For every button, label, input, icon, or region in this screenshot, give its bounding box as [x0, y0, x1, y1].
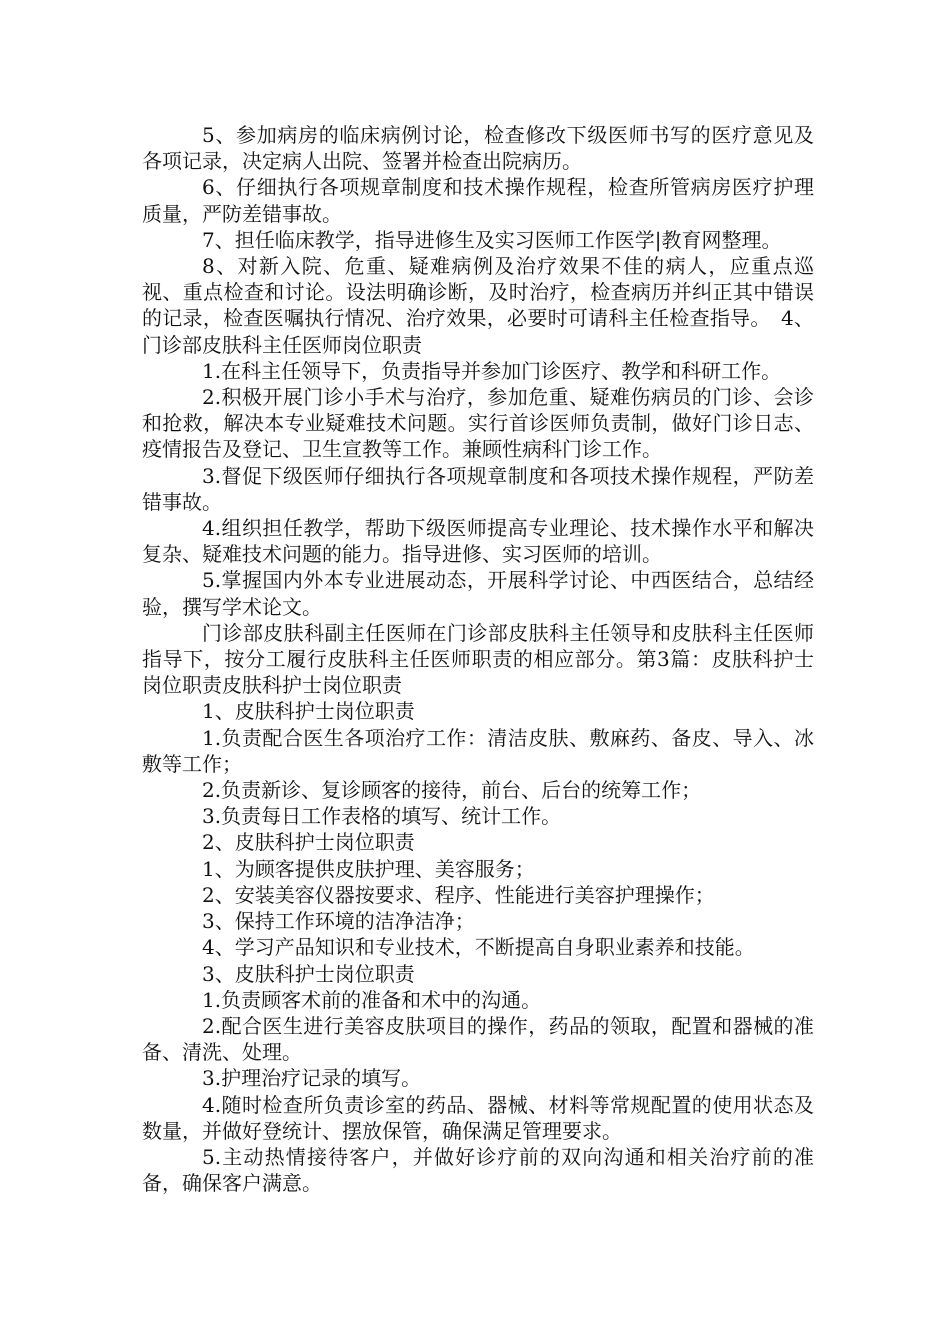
paragraph: 1、为顾客提供皮肤护理、美容服务；	[202, 856, 535, 881]
document-page	[142, 122, 814, 1196]
paragraph: 6、仔细执行各项规章制度和技术操作规程，检查所管病房医疗护理质量，严防差错事故。	[142, 175, 814, 226]
paragraph: 2.负责新诊、复诊顾客的接待，前台、后台的统筹工作；	[202, 778, 702, 803]
paragraph: 5.掌握国内外本专业进展动态，开展科学讨论、中西医结合，总结经验，撰写学术论文。	[142, 568, 814, 619]
paragraph: 1.负责顾客术前的准备和术中的沟通。	[202, 987, 542, 1012]
paragraph: 4、学习产品知识和专业技术，不断提高自身职业素养和技能。	[202, 935, 755, 960]
paragraph: 1.负责配合医生各项治疗工作：清洁皮肤、敷麻药、备皮、导入、冰敷等工作；	[142, 725, 814, 776]
paragraph: 2.配合医生进行美容皮肤项目的操作，药品的领取，配置和器械的准备、清洗、处理。	[142, 1013, 814, 1065]
paragraph: 2、安装美容仪器按要求、程序、性能进行美容护理操作；	[202, 882, 715, 907]
paragraph: 3、保持工作环境的洁净洁净；	[202, 909, 475, 934]
paragraph: 3.督促下级医师仔细执行各项规章制度和各项技术操作规程，严防差错事故。	[142, 463, 814, 514]
paragraph: 5.主动热情接待客户，并做好诊疗前的双向沟通和相关治疗前的准备，确保客户满意。	[142, 1144, 814, 1196]
paragraph: 8、对新入院、危重、疑难病例及治疗效果不佳的病人，应重点巡视、重点检查和讨论。设法明确诊断，及时治疗，检查病历并纠正其中错误的记录，检查医嘱执行情况、治疗效果，必要时可请科主任检查指导。 4、门诊部皮肤科主任医师岗位职责	[142, 254, 814, 357]
paragraph: 3.护理治疗记录的填写。	[202, 1066, 422, 1091]
paragraph: 2.积极开展门诊小手术与治疗，参加危重、疑难伤病员的门诊、会诊和抢救，解决本专业疑难技术问题。实行首诊医师负责制，做好门诊日志、疫情报告及登记、卫生宣教等工作。兼顾性病科门诊工作。	[142, 385, 814, 462]
paragraph: 4.随时检查所负责诊室的药品、器械、材料等常规配置的使用状态及数量，并做好登统计、摆放保管，确保满足管理要求。	[142, 1092, 814, 1143]
paragraph: 3.负责每日工作表格的填写、统计工作。	[202, 804, 562, 829]
paragraph: 7、担任临床教学，指导进修生及实习医师工作医学|教育网整理。	[202, 227, 782, 252]
paragraph: 门诊部皮肤科副主任医师在门诊部皮肤科主任领导和皮肤科主任医师指导下，按分工履行皮肤科主任医师职责的相应部分。第3篇：皮肤科护士岗位职责皮肤科护士岗位职责	[142, 620, 814, 698]
paragraph: 5、参加病房的临床病例讨论，检查修改下级医师书写的医疗意见及各项记录，决定病人出院、签署并检查出院病历。	[142, 123, 814, 174]
paragraph: 4.组织担任教学，帮助下级医师提高专业理论、技术操作水平和解决复杂、疑难技术问题的能力。指导进修、实习医师的培训。	[142, 516, 814, 567]
section-heading: 2、皮肤科护士岗位职责	[202, 830, 415, 855]
paragraph: 1.在科主任领导下，负责指导并参加门诊医疗、教学和科研工作。	[202, 358, 782, 383]
section-heading: 3、皮肤科护士岗位职责	[202, 961, 415, 986]
section-heading: 1、皮肤科护士岗位职责	[202, 699, 415, 724]
